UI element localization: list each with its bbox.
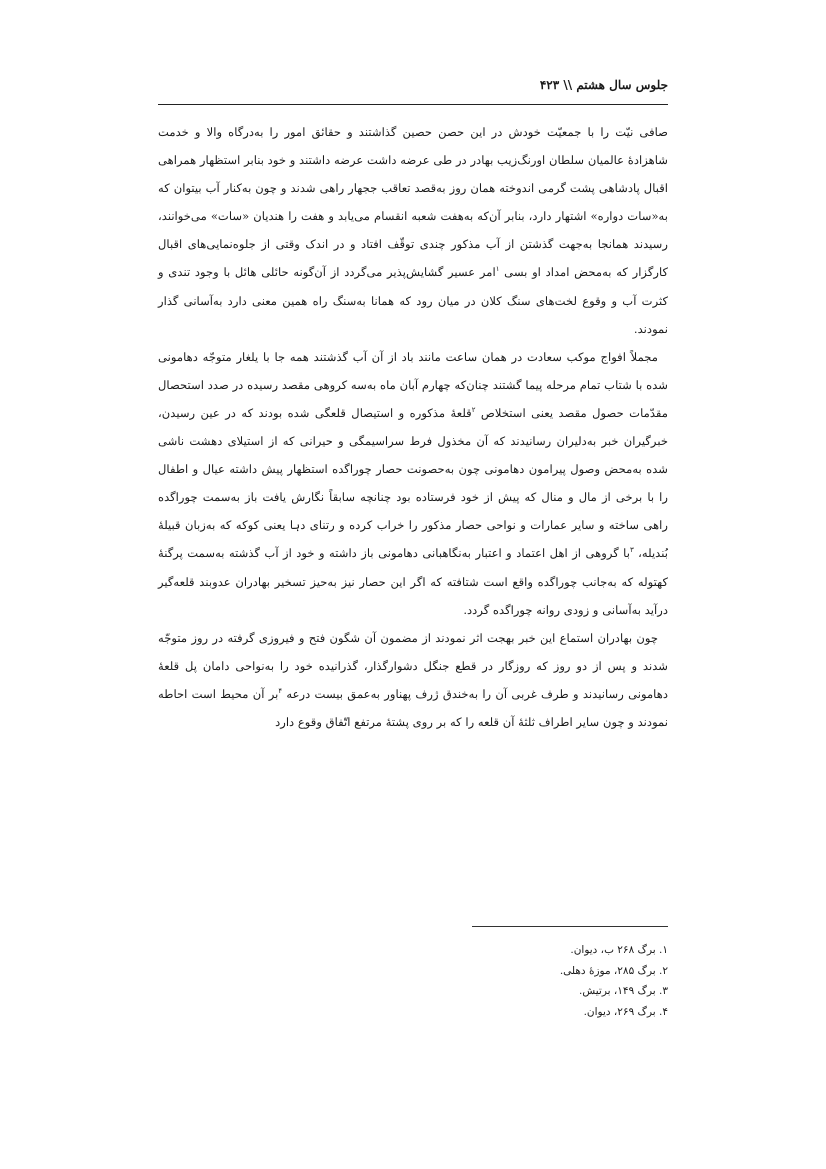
paragraph-text: امر عسیر گشایش‌پذیر می‌گردد از آن‌گونه حائلی هائل با وجود تندی و کثرت آب و وقوع لخت‌های سنگ کلان در میان رود که همانا به‌سنگ راه همین معنی دارد به‌آسانی گذار نمودند.: [158, 265, 668, 336]
footnote: ۴. برگ ۲۶۹، دیوان.: [583, 1005, 668, 1018]
body-text: [158, 118, 668, 736]
paragraph-text: مجملاً افواج موکب سعادت در همان ساعت مانند باد از آن آب گذشتند همه جا با یلغار متوجّه دهامونی شده با شتاب تمام مرحله پیما گشتند چنان‌که چهارم آبان ماه به‌سه کروهی مقصد رسیده در صدد استحصال مقدّمات حصول مقصد یعنی استخلاص: [158, 349, 668, 420]
paragraph-text: بر آن محیط است احاطه نمودند و چون سایر اطراف ثلثهٔ آن قلعه را که بر روی پشتهٔ مرتفع اتّفاق وقوع دارد: [158, 686, 668, 729]
footnote: ۳. برگ ۱۴۹، برتیش.: [579, 985, 668, 997]
paragraph: [158, 343, 668, 624]
footnotes: [460, 940, 668, 1022]
paragraph-text: چون بهادران استماع این خبر بهجت اثر نمودند از مضمون آن شگون فتح و فیروزی گرفته در روز متوجّه شدند و پس از دو روز که روزگار در قطع جنگل دشوارگذار، گذرانیده خود را به‌نواحی دامان پل قلعهٔ دهامونی رسانیدند و طرف غربی آن را به‌خندق ژرف پهناور به‌عمق بیست درعه: [158, 630, 668, 701]
paragraph: [158, 624, 668, 736]
header-rule: [158, 104, 668, 105]
running-header: جلوس سال هشتم \\ ۴۲۳: [539, 78, 668, 92]
footnote: ۱. برگ ۲۶۸ ب، دیوان.: [570, 944, 668, 956]
footnote-ref: ۴: [278, 687, 283, 696]
paragraph-text: قلعهٔ مذکوره و استیصال قلعگی شده بودند که در عین رسیدن، خبرگیران خبر به‌دلیران رسانیدند که آن مخذول فرط سراسیمگی و حیرانی که از استیلای دهشت ناشی شده به‌محض وصول پیرامون دهامونی چون به‌حصونت حصار چوراگده استظهار پیش داشته عیال و اطفال را با برخی از مال و منال که پیش از خود فرستاده بود چنانچه سابقاً نگارش یافت باز به‌سمت چوراگده راهی ساخته و سایر عمارات و نواحی حصار مذکور را خراب کرده و رتنای دہا یعنی کوکه که به‌زبان قبیلهٔ بُندیله،: [158, 405, 668, 561]
paragraph-text: صافی نیّت را با جمعیّت خودش در این حصن حصین گذاشتند و حقائق امور را به‌درگاه والا و خدمت شاهزادهٔ عالمیان سلطان اورنگ‌زیب بهادر در طی عرضه داشت عرضه داشتند و خود بنابر استظهار همراهی اقبال پادشاهی پشت گرمی اندوخته همان روز به‌قصد تعاقب ججهار راهی شدند و چون به‌کنار آب بیتوان که به«سات دواره» اشتهار دارد، بنابر آن‌که به‌هفت شعبه انقسام می‌یابد و هفت را هندیان «سات» می‌خوانند، رسیدند همانجا به‌جهت گذشتن از آب مذکور چندی توقّف افتاد و در اندک وقتی از جلوه‌نمایی‌های اقبال کارگزار که به‌محض امداد او بسی: [158, 125, 669, 280]
footnote-ref: ۱: [495, 265, 500, 274]
footnote-ref: ۲: [471, 406, 476, 415]
footnote-rule: [472, 926, 668, 927]
paragraph-text: با گروهی از اهل اعتماد و اعتبار به‌نگاهبانی دهامونی باز داشته و خود از آب گذشته به‌سمت پرگنهٔ کهتوله که به‌جانب چوراگده واقع است شتافته که اگر این حصار نیز به‌حیز تسخیر بهادران عدوبند قلعه‌گیر درآید به‌آسانی و زودی روانه چوراگده گردد.: [158, 546, 668, 617]
footnote-ref: ۳: [629, 546, 634, 555]
footnote: ۲. برگ ۲۸۵، موزهٔ دهلی.: [559, 964, 668, 977]
paragraph: [158, 118, 668, 343]
